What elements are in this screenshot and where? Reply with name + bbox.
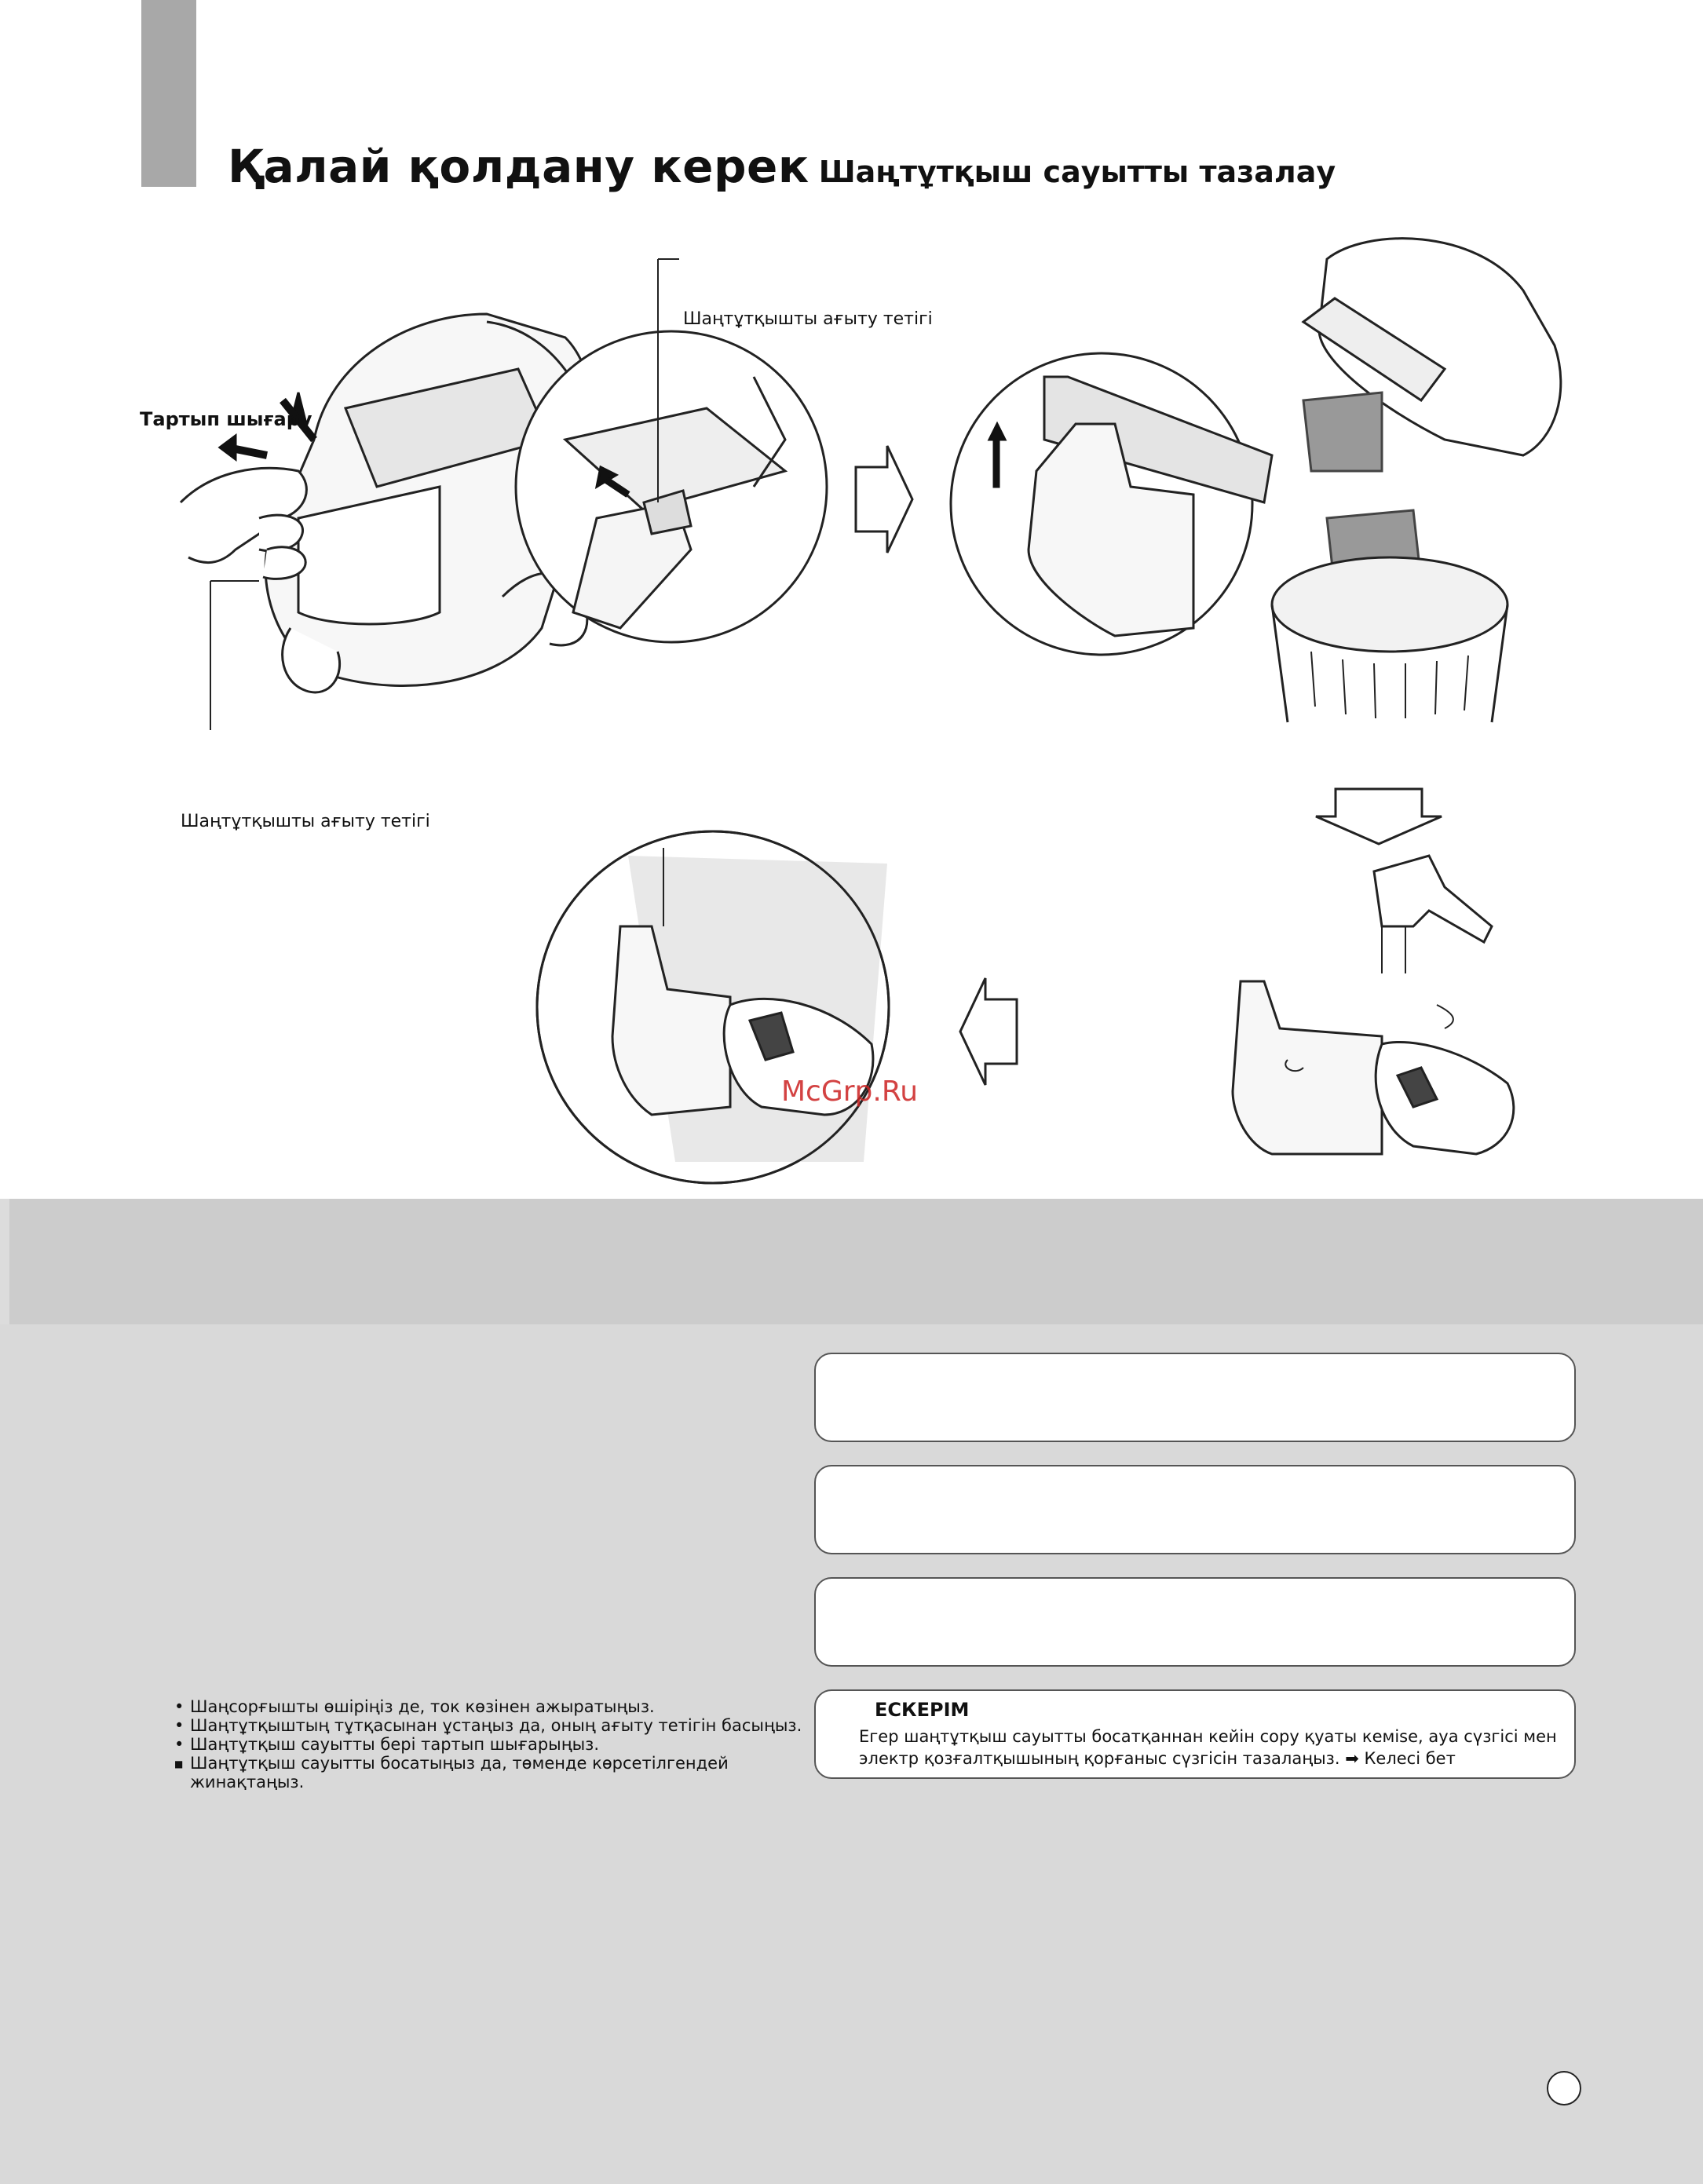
pull-out-label: Тартып шығару [140,408,312,430]
gray-band [0,1199,1703,1324]
washing-dust-bin-illustration [1233,856,1514,1154]
instruction-steps [174,1697,818,1791]
arrow-down-icon [1316,789,1442,844]
page-title-main: Қалай қолдану керек [228,140,809,193]
arrow-right-icon: ➡ [1345,1749,1359,1768]
release-lever-label-top: Шаңтұтқышты ағыту тетігі [683,309,933,329]
note-text [859,1726,1558,1769]
empty-info-box-1 [814,1353,1576,1442]
note-body: Егер шаңтұтқыш сауытты босатқаннан кейін сору қуаты кеміse, ауа сүзгісі мен электр қозғалтқышының қорғаныс сүзгісін тазалаңыз. [859,1727,1557,1768]
dust-bin-removed-circle [951,353,1272,655]
page-subtitle: Шаңтұтқыш сауытты тазалау [818,155,1336,189]
step-item: • Шаңсорғышты өшіріңіз де, ток көзінен ажыратыңыз. [174,1697,818,1716]
step-item: ■ Шаңтұтқыш сауытты босатыңыз да, төменде көрсетілгендей жинақтаңыз. [174,1754,818,1791]
note-box [814,1689,1576,1779]
gray-band-edge [0,1199,9,1324]
note-next-page: Келесі бет [1364,1749,1456,1768]
step-item: • Шаңтұтқыш сауытты бері тартып шығарыңыз. [174,1735,818,1754]
arrow-right-icon [856,446,912,553]
reassembled-dust-bin-circle [537,831,889,1183]
empty-info-box-2 [814,1465,1576,1554]
arrow-left-icon [960,978,1017,1085]
empty-info-box-3 [814,1577,1576,1667]
note-title: ЕСКЕРІМ [875,1699,970,1721]
release-lever-label-left: Шаңтұтқышты ағыту тетігі [181,812,430,831]
watermark-text: McGrp.Ru [781,1076,919,1108]
step-item: • Шаңтұтқыштың тұтқасынан ұстаңыз да, оның ағыту тетігін басыңыз. [174,1716,818,1735]
page-number-circle [1547,2071,1581,2105]
emptying-dust-illustration [1272,239,1561,722]
